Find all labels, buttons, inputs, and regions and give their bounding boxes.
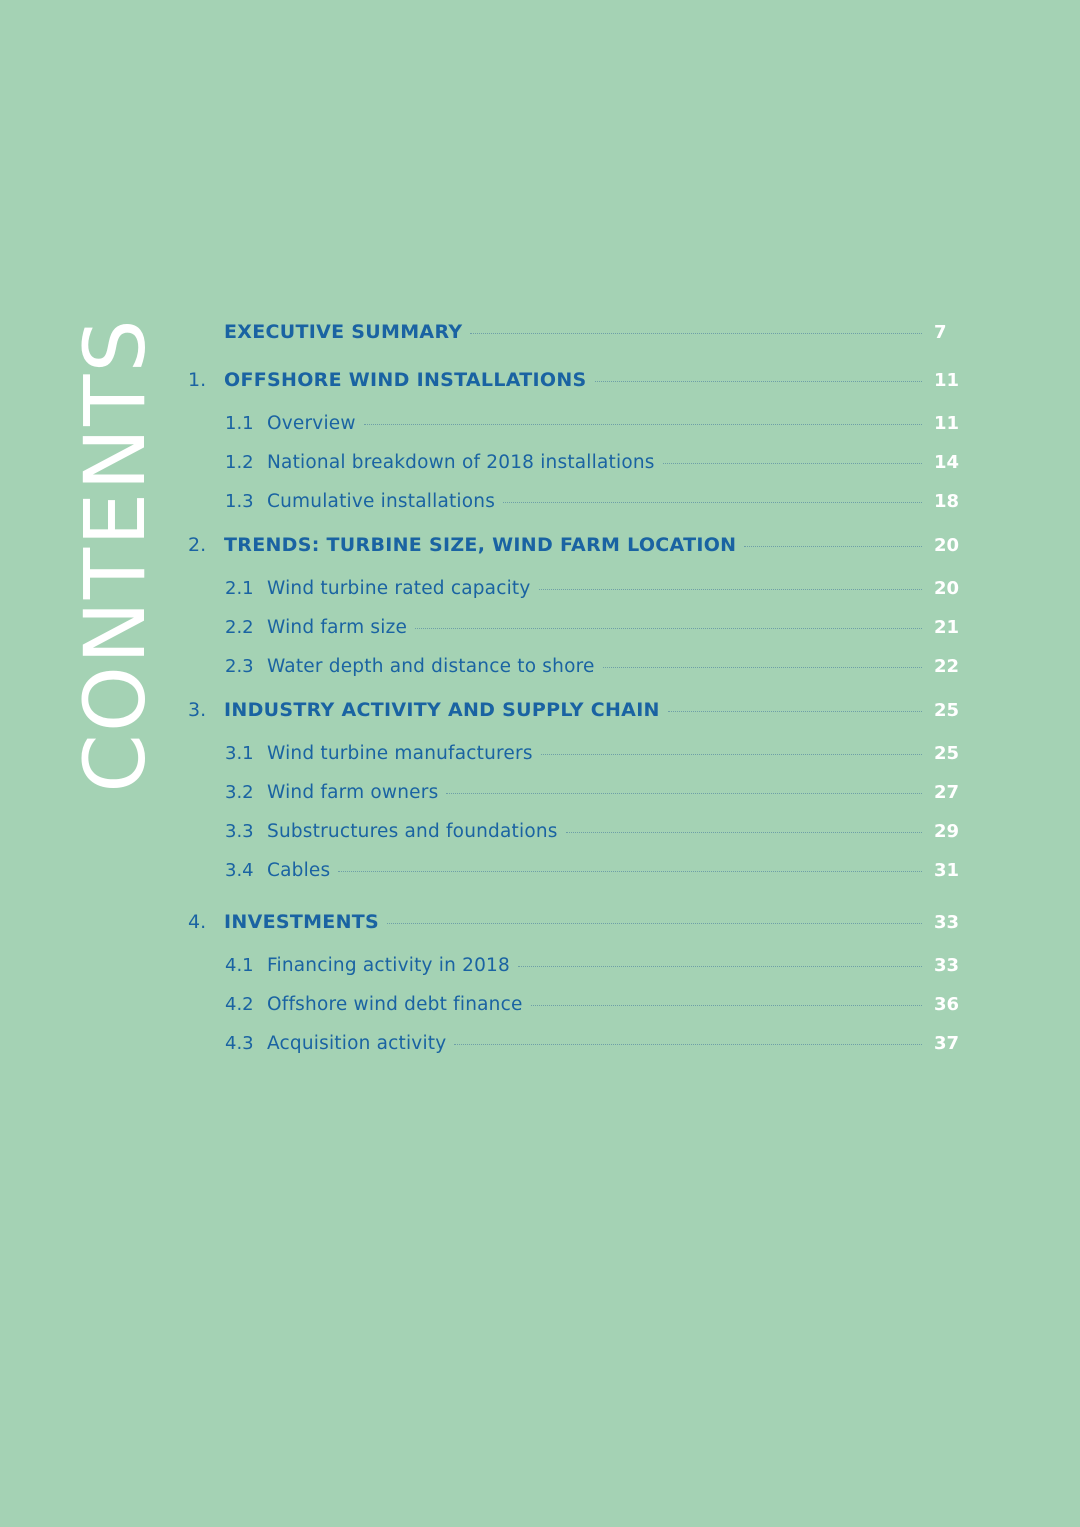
dot-leader bbox=[541, 754, 922, 755]
toc-page-number: 27 bbox=[934, 782, 960, 803]
toc-title: EXECUTIVE SUMMARY bbox=[224, 321, 463, 343]
toc-page-number: 36 bbox=[934, 994, 960, 1015]
toc-entry-1-2[interactable] bbox=[188, 452, 964, 482]
dot-leader bbox=[387, 923, 922, 924]
toc-page-number: 20 bbox=[934, 535, 960, 556]
toc-entry-3-3[interactable] bbox=[188, 821, 964, 851]
toc-title: Wind farm size bbox=[267, 617, 408, 638]
toc-page-number: 25 bbox=[934, 700, 960, 721]
toc-page-number: 25 bbox=[934, 743, 960, 764]
dot-leader bbox=[595, 381, 922, 382]
toc-page-number: 29 bbox=[934, 821, 960, 842]
toc-entry-section-2[interactable] bbox=[188, 534, 964, 564]
toc-number: 3.2 bbox=[225, 782, 254, 803]
toc-number: 4. bbox=[188, 911, 207, 933]
dot-leader bbox=[668, 711, 922, 712]
toc-title: Offshore wind debt finance bbox=[267, 994, 523, 1015]
toc-entry-4-2[interactable] bbox=[188, 994, 964, 1024]
dot-leader bbox=[531, 1005, 922, 1006]
toc-title: Acquisition activity bbox=[267, 1033, 447, 1054]
toc-entry-section-3[interactable] bbox=[188, 699, 964, 729]
dot-leader bbox=[470, 333, 922, 334]
toc-title: Wind turbine manufacturers bbox=[267, 743, 533, 764]
toc-number: 3. bbox=[188, 699, 207, 721]
dot-leader bbox=[415, 628, 922, 629]
toc-page-number: 20 bbox=[934, 578, 960, 599]
dot-leader bbox=[446, 793, 922, 794]
toc-page-number: 22 bbox=[934, 656, 960, 677]
toc-number: 2.1 bbox=[225, 578, 254, 599]
toc-entry-executive-summary[interactable] bbox=[188, 321, 964, 351]
toc-title: Water depth and distance to shore bbox=[267, 656, 595, 677]
dot-leader bbox=[566, 832, 922, 833]
dot-leader bbox=[338, 871, 922, 872]
toc-number: 2.2 bbox=[225, 617, 254, 638]
toc-number: 4.3 bbox=[225, 1033, 254, 1054]
toc-number: 4.2 bbox=[225, 994, 254, 1015]
toc-title: National breakdown of 2018 installations bbox=[267, 452, 655, 473]
toc-title: INVESTMENTS bbox=[224, 911, 380, 933]
toc-entry-1-1[interactable] bbox=[188, 413, 964, 443]
toc-page-number: 18 bbox=[934, 491, 960, 512]
toc-title: Substructures and foundations bbox=[267, 821, 558, 842]
toc-title: Cumulative installations bbox=[267, 491, 496, 512]
toc-entry-2-3[interactable] bbox=[188, 656, 964, 686]
dot-leader bbox=[364, 424, 922, 425]
toc-entry-4-1[interactable] bbox=[188, 955, 964, 985]
dot-leader bbox=[518, 966, 922, 967]
contents-heading: CONTENTS bbox=[66, 317, 164, 793]
toc-title: OFFSHORE WIND INSTALLATIONS bbox=[224, 369, 587, 391]
toc-page-number: 33 bbox=[934, 912, 960, 933]
toc-title: Wind farm owners bbox=[267, 782, 439, 803]
toc-entry-3-1[interactable] bbox=[188, 743, 964, 773]
toc-number: 3.1 bbox=[225, 743, 254, 764]
dot-leader bbox=[503, 502, 922, 503]
toc-entry-1-3[interactable] bbox=[188, 491, 964, 521]
toc-entry-section-1[interactable] bbox=[188, 369, 964, 399]
toc-entry-2-1[interactable] bbox=[188, 578, 964, 608]
dot-leader bbox=[603, 667, 922, 668]
toc-page-number: 33 bbox=[934, 955, 960, 976]
dot-leader bbox=[454, 1044, 922, 1045]
toc-entry-3-2[interactable] bbox=[188, 782, 964, 812]
toc-page-number: 11 bbox=[934, 413, 960, 434]
toc-page-number: 37 bbox=[934, 1033, 960, 1054]
toc-title: TRENDS: TURBINE SIZE, WIND FARM LOCATION bbox=[224, 534, 737, 556]
toc-entry-section-4[interactable] bbox=[188, 911, 964, 941]
toc-number: 1.3 bbox=[225, 491, 254, 512]
toc-title: Overview bbox=[267, 413, 356, 434]
toc-number: 2. bbox=[188, 534, 207, 556]
toc-number: 1. bbox=[188, 369, 207, 391]
toc-page-number: 31 bbox=[934, 860, 960, 881]
toc-title: Cables bbox=[267, 860, 331, 881]
dot-leader bbox=[744, 546, 922, 547]
toc-number: 3.3 bbox=[225, 821, 254, 842]
toc-number: 2.3 bbox=[225, 656, 254, 677]
toc-title: Financing activity in 2018 bbox=[267, 955, 510, 976]
toc-number: 3.4 bbox=[225, 860, 254, 881]
toc-title: Wind turbine rated capacity bbox=[267, 578, 531, 599]
toc-entry-4-3[interactable] bbox=[188, 1033, 964, 1063]
toc-page-number: 21 bbox=[934, 617, 960, 638]
toc-number: 1.2 bbox=[225, 452, 254, 473]
dot-leader bbox=[663, 463, 922, 464]
toc-page-number: 11 bbox=[934, 370, 960, 391]
toc-page-number: 7 bbox=[934, 322, 947, 343]
toc-entry-3-4[interactable] bbox=[188, 860, 964, 890]
toc-number: 1.1 bbox=[225, 413, 254, 434]
toc-number: 4.1 bbox=[225, 955, 254, 976]
toc-page-number: 14 bbox=[934, 452, 960, 473]
dot-leader bbox=[539, 589, 922, 590]
toc-title: INDUSTRY ACTIVITY AND SUPPLY CHAIN bbox=[224, 699, 660, 721]
toc-entry-2-2[interactable] bbox=[188, 617, 964, 647]
